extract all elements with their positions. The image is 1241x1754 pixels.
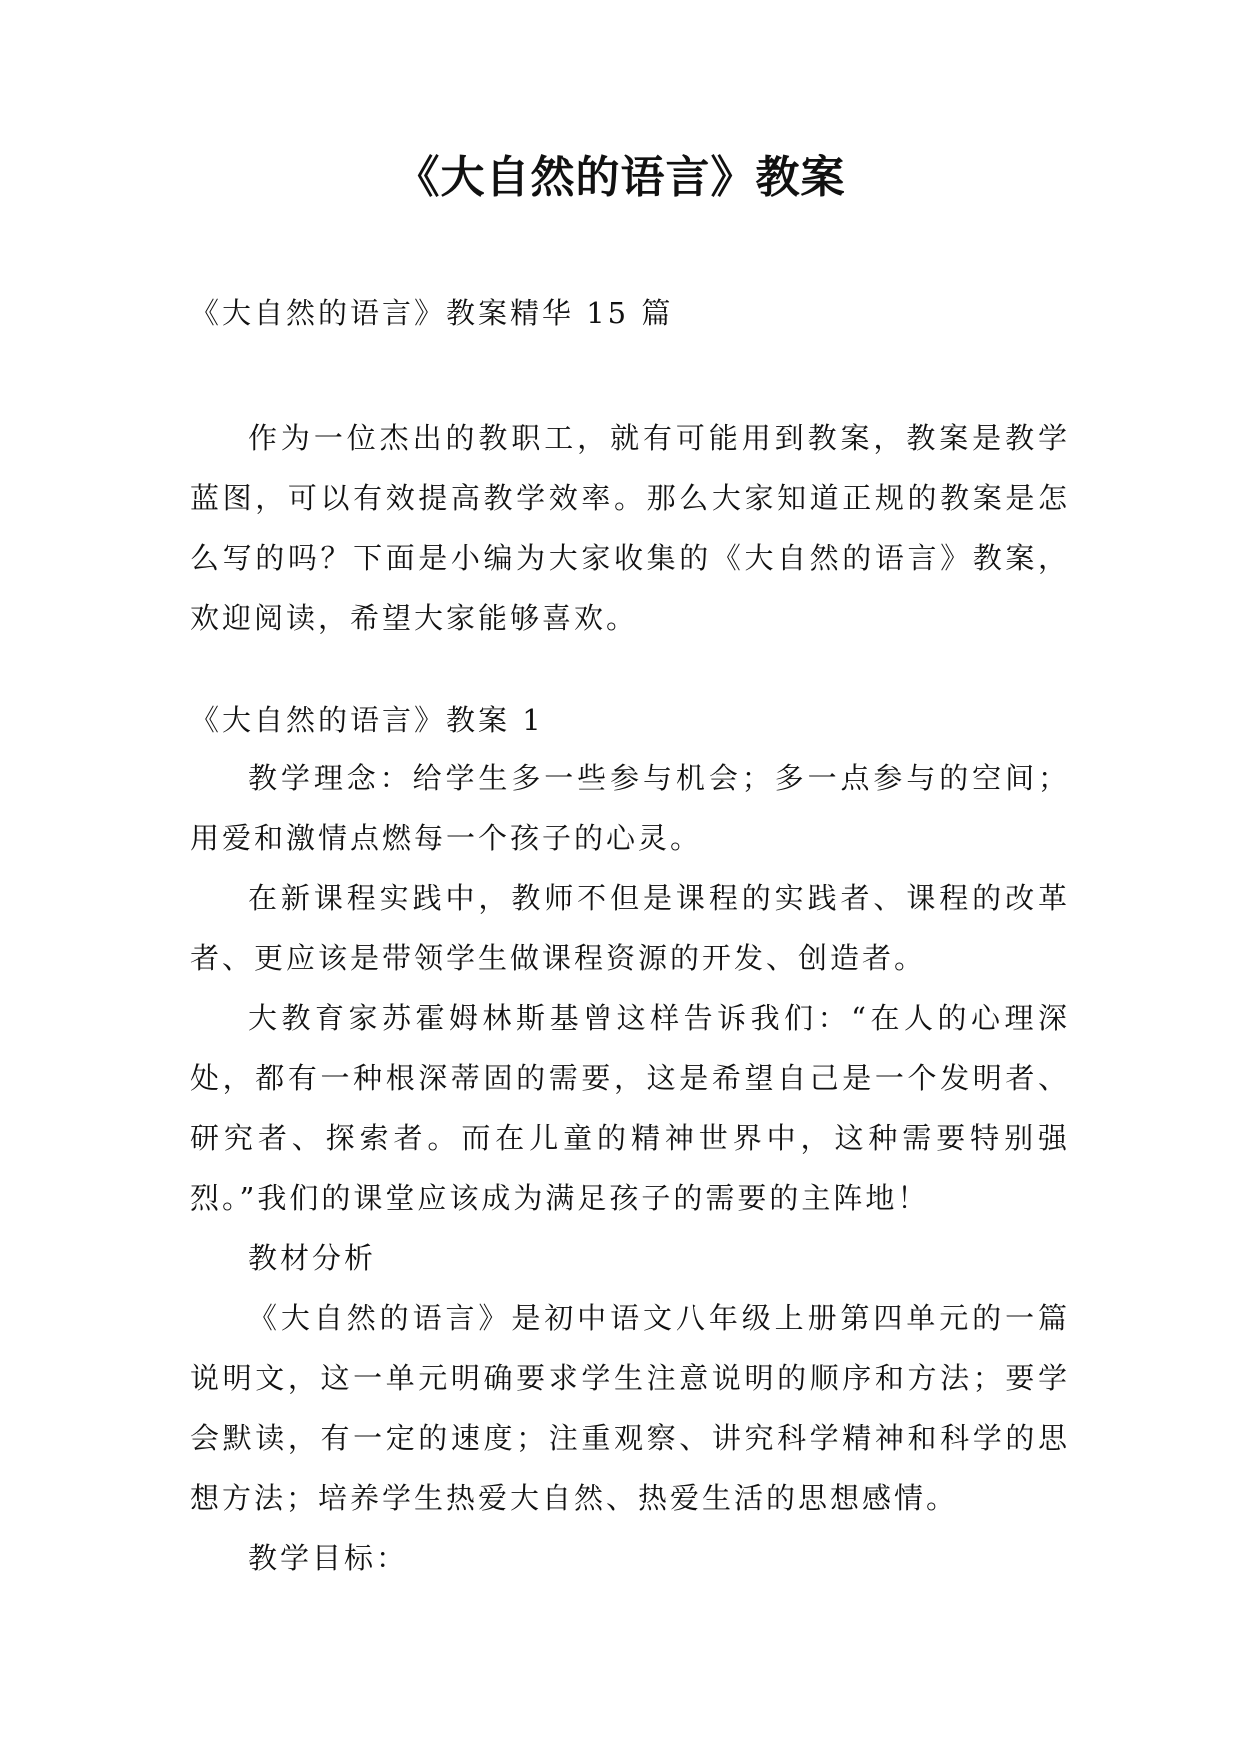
intro-paragraph: 作为一位杰出的教职工，就有可能用到教案，教案是教学蓝图，可以有效提高教学效率。那么大家知道正规的教案是怎么写的吗？下面是小编为大家收集的《大自然的语言》教案，欢迎阅读，希望大家能够喜欢。 (190, 421, 1070, 635)
paragraph-new-curriculum: 在新课程实践中，教师不但是课程的实践者、课程的改革者、更应该是带领学生做课程资源的开发、创造者。 (190, 881, 1070, 975)
paragraph-teaching-goals-heading: 教学目标： (248, 1541, 409, 1575)
document-title: 《大自然的语言》教案 (395, 152, 846, 203)
document-subtitle: 《大自然的语言》教案精华 15 篇 (190, 296, 674, 330)
paragraph-teaching-philosophy: 教学理念：给学生多一些参与机会；多一点参与的空间；用爱和激情点燃每一个孩子的心灵。 (190, 761, 1070, 855)
lesson-section-1 (190, 700, 1070, 1588)
paragraph-quote: 大教育家苏霍姆林斯基曾这样告诉我们：“在人的心理深处，都有一种根深蒂固的需要，这是希望自己是一个发明者、研究者、探索者。而在儿童的精神世界中，这种需要特别强烈。”我们的课堂应该成为满足孩子的需要的主阵地！ (190, 1001, 1070, 1215)
paragraph-material-analysis-heading: 教材分析 (248, 1241, 377, 1275)
paragraph-material-analysis: 《大自然的语言》是初中语文八年级上册第四单元的一篇说明文，这一单元明确要求学生注意说明的顺序和方法；要学会默读，有一定的速度；注重观察、讲究科学精神和科学的思想方法；培养学生热爱大自然、热爱生活的思想感情。 (190, 1301, 1070, 1515)
section-heading: 《大自然的语言》教案 1 (190, 703, 544, 737)
